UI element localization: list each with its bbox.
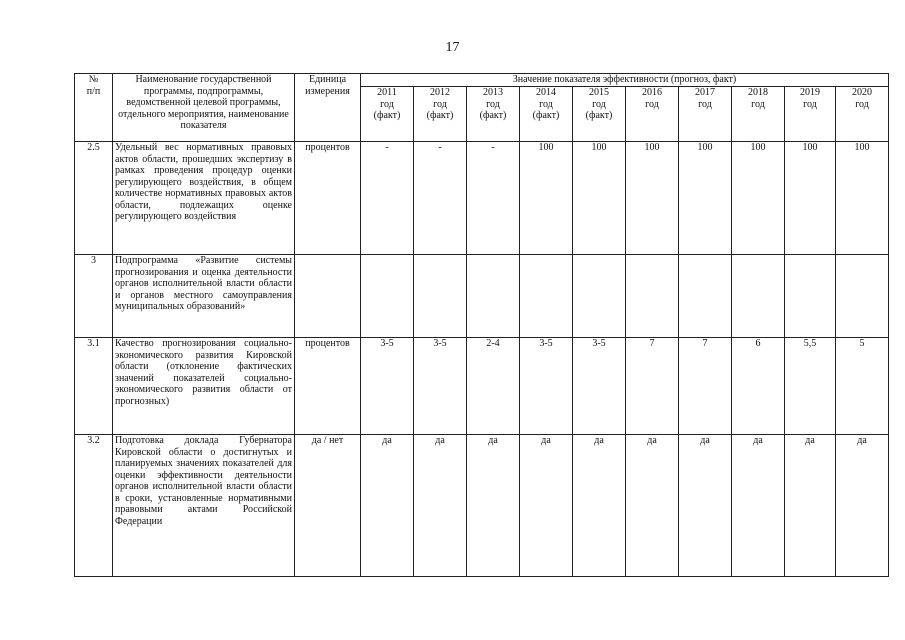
header-year-2013 bbox=[467, 87, 520, 142]
header-year-2020 bbox=[836, 87, 889, 142]
header-year-word: год bbox=[698, 98, 712, 110]
row-value-2016: 100 bbox=[626, 142, 679, 255]
row-value-2018: 6 bbox=[732, 338, 785, 435]
row-num: 3 bbox=[75, 255, 113, 338]
header-year-2018 bbox=[732, 87, 785, 142]
row-value-2018: 100 bbox=[732, 142, 785, 255]
row-value-2019 bbox=[785, 255, 836, 338]
row-num: 3.1 bbox=[75, 338, 113, 435]
row-value-2012: - bbox=[414, 142, 467, 255]
row-value-2011: - bbox=[361, 142, 414, 255]
row-value-2012 bbox=[414, 255, 467, 338]
header-year-year: 2014 bbox=[536, 87, 556, 98]
row-num: 2.5 bbox=[75, 142, 113, 255]
row-value-2018: да bbox=[732, 435, 785, 577]
header-year-2012 bbox=[414, 87, 467, 142]
header-year-word: год bbox=[803, 98, 817, 110]
header-num: № п/п bbox=[75, 74, 113, 142]
header-year-2015 bbox=[573, 87, 626, 142]
header-year-year: 2018 bbox=[748, 87, 768, 98]
header-year-word: год bbox=[539, 98, 553, 110]
row-unit bbox=[295, 255, 361, 338]
header-year-2016 bbox=[626, 87, 679, 142]
row-value-2020: да bbox=[836, 435, 889, 577]
header-year-note: (факт) bbox=[532, 110, 560, 121]
row-value-2017: да bbox=[679, 435, 732, 577]
row-value-2012: да bbox=[414, 435, 467, 577]
header-row-1 bbox=[75, 74, 889, 87]
header-year-year: 2019 bbox=[800, 87, 820, 98]
header-year-note: (факт) bbox=[479, 110, 507, 121]
row-value-2020 bbox=[836, 255, 889, 338]
row-value-2011: да bbox=[361, 435, 414, 577]
row-value-2011: 3-5 bbox=[361, 338, 414, 435]
header-year-2019 bbox=[785, 87, 836, 142]
row-value-2013 bbox=[467, 255, 520, 338]
row-unit: процентов bbox=[295, 142, 361, 255]
row-value-2020: 100 bbox=[836, 142, 889, 255]
header-year-year: 2015 bbox=[589, 87, 609, 98]
row-value-2014 bbox=[520, 255, 573, 338]
header-year-year: 2016 bbox=[642, 87, 662, 98]
row-name: Качество прогнозирования социально-экономического развития Кировской области (отклонение фактических значений показателей социально-экономического развития области от прогнозных) bbox=[113, 338, 295, 435]
row-value-2017 bbox=[679, 255, 732, 338]
header-year-2014 bbox=[520, 87, 573, 142]
row-value-2014: 3-5 bbox=[520, 338, 573, 435]
page-number: 17 bbox=[445, 40, 460, 55]
row-value-2016 bbox=[626, 255, 679, 338]
header-year-year: 2017 bbox=[695, 87, 715, 98]
row-value-2013: 2-4 bbox=[467, 338, 520, 435]
header-year-year: 2013 bbox=[483, 87, 503, 98]
header-year-note: (факт) bbox=[585, 110, 613, 121]
row-name: Удельный вес нормативных правовых актов области, прошедших экспертизу в рамках проведения процедур оценки регулирующего воздействия, в общем количестве нормативных правовых актов области, подлежащих оценке регулирующего воздействия bbox=[113, 142, 295, 255]
header-year-year: 2011 bbox=[377, 87, 397, 98]
row-value-2015: 100 bbox=[573, 142, 626, 255]
indicators-table bbox=[74, 73, 889, 577]
table-row bbox=[75, 435, 889, 577]
header-year-year: 2012 bbox=[430, 87, 450, 98]
row-value-2015: да bbox=[573, 435, 626, 577]
header-year-word: год bbox=[380, 98, 394, 110]
header-year-word: год bbox=[433, 98, 447, 110]
header-year-word: год bbox=[645, 98, 659, 110]
table-row bbox=[75, 255, 889, 338]
row-value-2017: 7 bbox=[679, 338, 732, 435]
row-name: Подготовка доклада Губернатора Кировской области о достигнутых и планируемых значениях показателей для оценки эффективности деятельности органов исполнительной власти области в сроки, установленные нормативными правовыми актами Российской Федерации bbox=[113, 435, 295, 577]
header-value-group: Значение показателя эффективности (прогноз, факт) bbox=[361, 74, 889, 87]
header-year-word: год bbox=[486, 98, 500, 110]
header-year-word: год bbox=[855, 98, 869, 110]
row-value-2019: да bbox=[785, 435, 836, 577]
table-row bbox=[75, 338, 889, 435]
header-year-2011 bbox=[361, 87, 414, 142]
row-value-2015 bbox=[573, 255, 626, 338]
row-value-2012: 3-5 bbox=[414, 338, 467, 435]
row-value-2015: 3-5 bbox=[573, 338, 626, 435]
row-value-2016: 7 bbox=[626, 338, 679, 435]
row-name: Подпрограмма «Развитие системы прогнозирования и оценка деятельности органов исполнительной власти области и органов местного самоуправления муниципальных образований» bbox=[113, 255, 295, 338]
header-year-note: (факт) bbox=[373, 110, 401, 121]
row-value-2019: 5,5 bbox=[785, 338, 836, 435]
header-name: Наименование государственной программы, подпрограммы, ведомственной целевой программы, отдельного мероприятия, наименование показателя bbox=[113, 74, 295, 142]
row-value-2019: 100 bbox=[785, 142, 836, 255]
row-value-2017: 100 bbox=[679, 142, 732, 255]
row-value-2011 bbox=[361, 255, 414, 338]
header-year-2017 bbox=[679, 87, 732, 142]
row-num: 3.2 bbox=[75, 435, 113, 577]
row-value-2018 bbox=[732, 255, 785, 338]
row-value-2014: 100 bbox=[520, 142, 573, 255]
header-year-word: год bbox=[592, 98, 606, 110]
row-value-2013: - bbox=[467, 142, 520, 255]
row-unit: да / нет bbox=[295, 435, 361, 577]
row-value-2014: да bbox=[520, 435, 573, 577]
row-value-2016: да bbox=[626, 435, 679, 577]
header-year-year: 2020 bbox=[852, 87, 873, 98]
header-unit: Единица измерения bbox=[295, 74, 361, 142]
row-unit: процентов bbox=[295, 338, 361, 435]
header-year-word: год bbox=[751, 98, 765, 110]
header-year-note: (факт) bbox=[426, 110, 454, 121]
row-value-2020: 5 bbox=[836, 338, 889, 435]
table-row bbox=[75, 142, 889, 255]
row-value-2013: да bbox=[467, 435, 520, 577]
